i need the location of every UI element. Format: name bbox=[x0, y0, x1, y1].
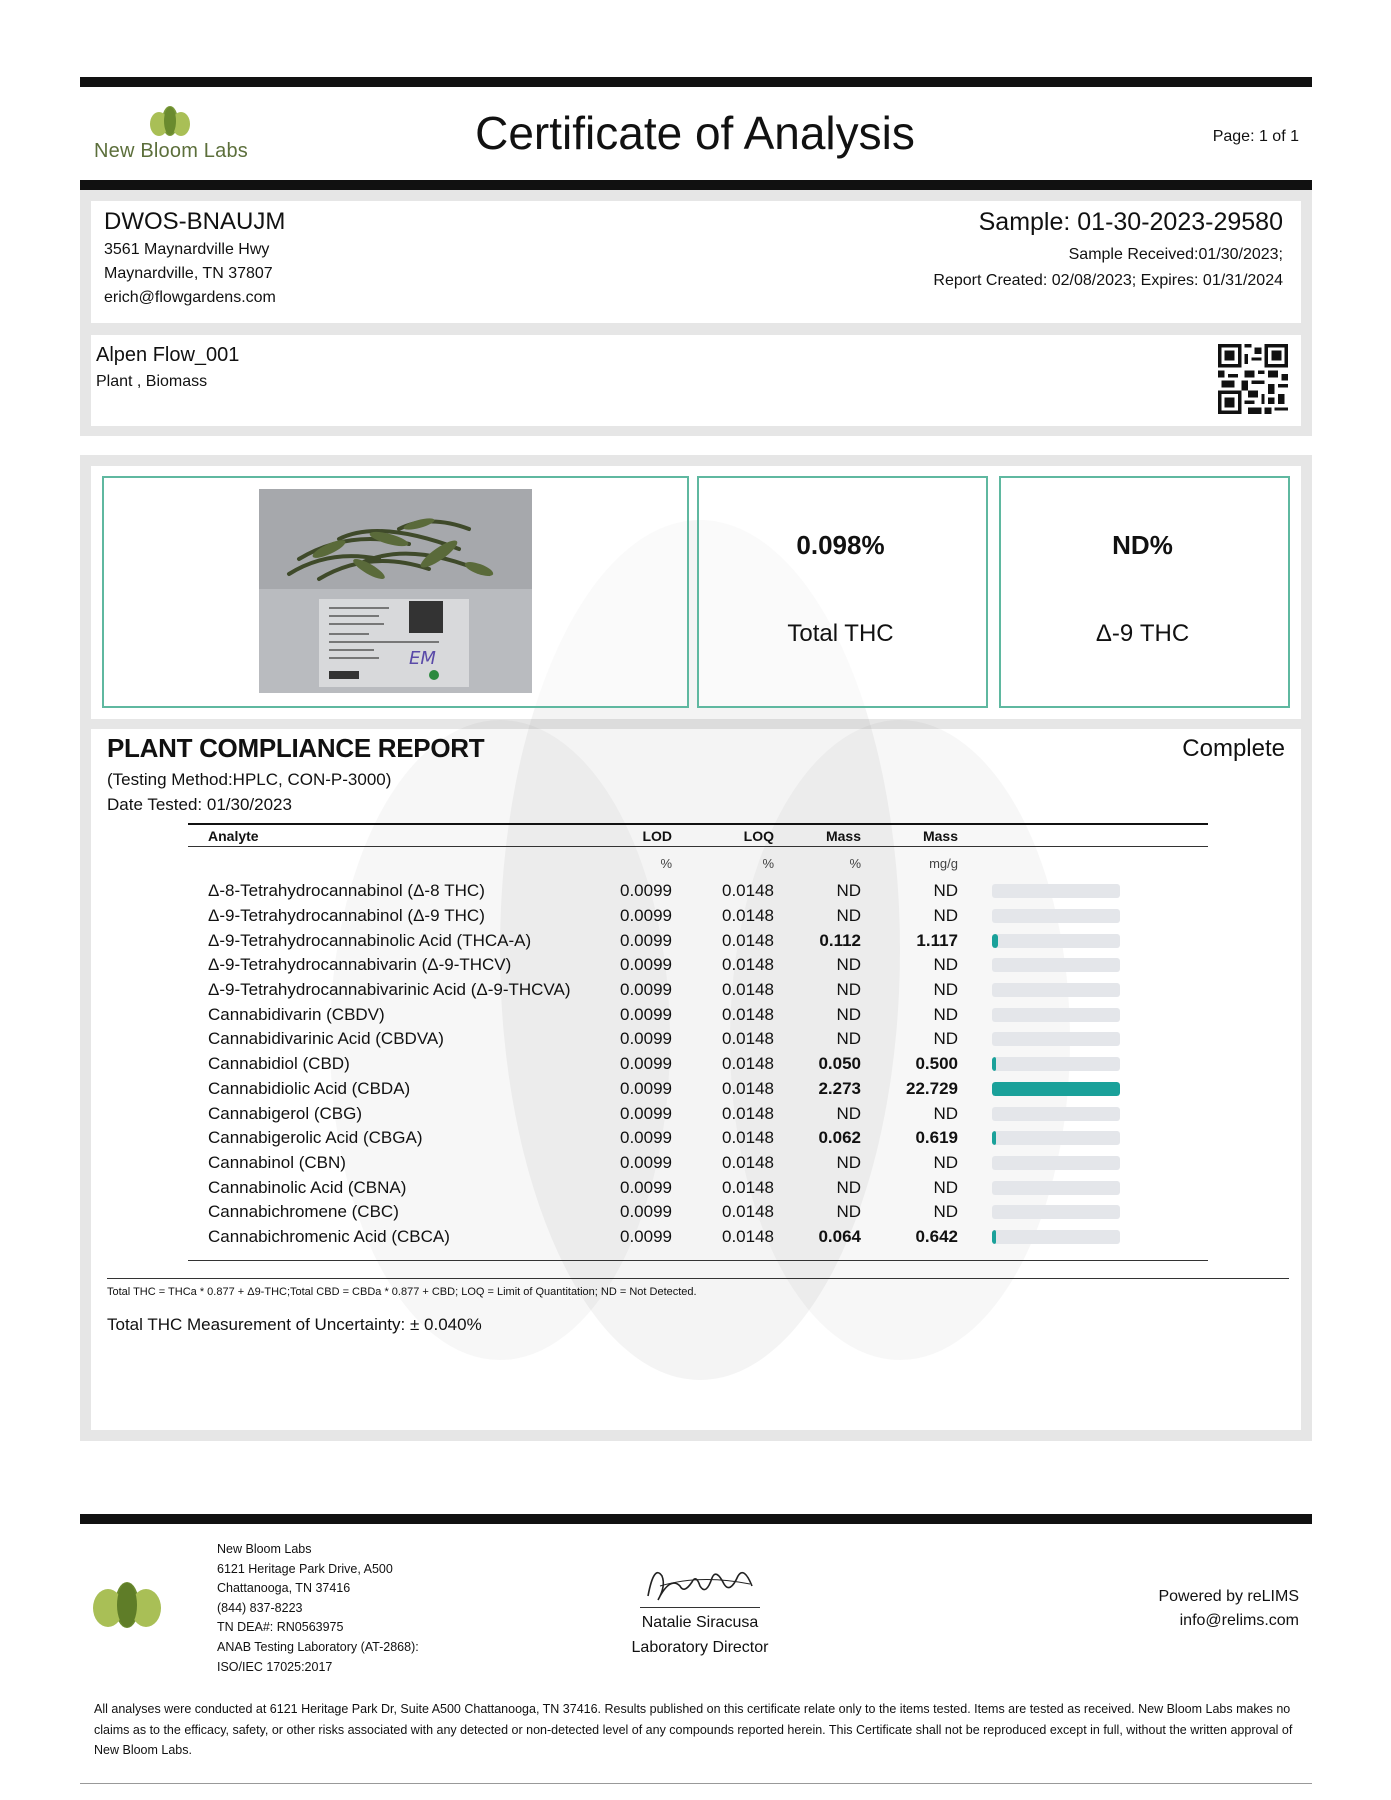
mass-mg-value: ND bbox=[933, 1029, 958, 1049]
lab-info-line: (844) 837-8223 bbox=[217, 1600, 303, 1615]
mass-pct-value: ND bbox=[836, 1103, 861, 1123]
uncertainty: Total THC Measurement of Uncertainty: ± 0.040% bbox=[107, 1315, 482, 1334]
sample-photo bbox=[259, 489, 532, 693]
level-bar bbox=[992, 1057, 1120, 1071]
table-row bbox=[188, 1002, 1208, 1027]
analyte-name: Δ-9-Tetrahydrocannabinolic Acid (THCA-A) bbox=[208, 930, 532, 950]
unit-lod: % bbox=[660, 855, 672, 871]
lab-info-line: ISO/IEC 17025:2017 bbox=[217, 1659, 333, 1674]
lod-value: 0.0099 bbox=[620, 930, 672, 950]
level-bar bbox=[992, 1131, 1120, 1145]
level-bar bbox=[992, 1156, 1120, 1170]
signature-icon bbox=[640, 1556, 760, 1608]
level-bar-cell bbox=[958, 1077, 1208, 1102]
col-mass-mg: Mass bbox=[861, 824, 958, 847]
analyte-name: Δ-9-Tetrahydrocannabivarinic Acid (Δ-9-THCVA) bbox=[208, 980, 571, 1000]
level-bar-cell bbox=[958, 1052, 1208, 1077]
table-row bbox=[188, 928, 1208, 953]
lod-value: 0.0099 bbox=[620, 1054, 672, 1074]
loq-value: 0.0148 bbox=[722, 906, 774, 926]
d9-thc-box bbox=[999, 476, 1290, 708]
col-bar bbox=[958, 824, 1208, 847]
table-row bbox=[188, 904, 1208, 929]
product-card bbox=[91, 335, 1301, 426]
product-name: Alpen Flow_001 bbox=[96, 344, 240, 366]
table-row bbox=[188, 1200, 1208, 1225]
customer-address-line1: 3561 Maynardville Hwy bbox=[104, 241, 270, 258]
powered-by: Powered by reLIMS bbox=[1158, 1588, 1299, 1605]
mass-mg-value: ND bbox=[933, 955, 958, 975]
level-bar-cell bbox=[958, 978, 1208, 1003]
document-title: Certificate of Analysis bbox=[475, 107, 915, 159]
bottom-rule bbox=[80, 1783, 1312, 1784]
lod-value: 0.0099 bbox=[620, 955, 672, 975]
mass-pct-value: ND bbox=[836, 906, 861, 926]
level-bar-cell bbox=[958, 904, 1208, 929]
table-row bbox=[188, 1027, 1208, 1052]
signature-line bbox=[640, 1607, 760, 1608]
level-bar bbox=[992, 1230, 1120, 1244]
sample-id: Sample: 01-30-2023-29580 bbox=[978, 208, 1283, 236]
level-bar-fill bbox=[992, 1230, 996, 1244]
lab-info-line: Chattanooga, TN 37416 bbox=[217, 1581, 351, 1596]
level-bar bbox=[992, 983, 1120, 997]
mass-mg-value: 22.729 bbox=[906, 1078, 958, 1098]
loq-value: 0.0148 bbox=[722, 1004, 774, 1024]
level-bar-cell bbox=[958, 1225, 1208, 1250]
loq-value: 0.0148 bbox=[722, 1054, 774, 1074]
total-thc-box bbox=[697, 476, 988, 708]
signer-name: Natalie Siracusa bbox=[641, 1614, 759, 1631]
lod-value: 0.0099 bbox=[620, 1202, 672, 1222]
analyte-name: Cannabichromene (CBC) bbox=[208, 1202, 399, 1222]
loq-value: 0.0148 bbox=[722, 1078, 774, 1098]
col-loq: LOQ bbox=[672, 824, 774, 847]
report-dates: Report Created: 02/08/2023; Expires: 01/31/2024 bbox=[933, 272, 1283, 289]
level-bar bbox=[992, 1205, 1120, 1219]
mass-pct-value: 0.062 bbox=[818, 1128, 861, 1148]
col-mass-pct: Mass bbox=[774, 824, 861, 847]
logo-text: New Bloom Labs bbox=[94, 140, 248, 162]
lab-info-line: New Bloom Labs bbox=[217, 1542, 312, 1556]
product-type: Plant , Biomass bbox=[96, 373, 208, 390]
level-bar-fill bbox=[992, 1131, 996, 1145]
lod-value: 0.0099 bbox=[620, 1152, 672, 1172]
level-bar-cell bbox=[958, 928, 1208, 953]
level-bar-cell bbox=[958, 879, 1208, 904]
mass-pct-value: ND bbox=[836, 980, 861, 1000]
mass-pct-value: ND bbox=[836, 1177, 861, 1197]
mass-pct-value: 0.050 bbox=[818, 1054, 861, 1074]
level-bar bbox=[992, 1107, 1120, 1121]
mass-mg-value: ND bbox=[933, 980, 958, 1000]
lod-value: 0.0099 bbox=[620, 1226, 672, 1246]
level-bar bbox=[992, 884, 1120, 898]
mass-mg-value: ND bbox=[933, 906, 958, 926]
signer-title: Laboratory Director bbox=[631, 1639, 769, 1656]
level-bar-cell bbox=[958, 1027, 1208, 1052]
mass-pct-value: 0.064 bbox=[818, 1226, 861, 1246]
lod-value: 0.0099 bbox=[620, 1177, 672, 1197]
table-row bbox=[188, 1225, 1208, 1250]
analyte-name: Δ-8-Tetrahydrocannabinol (Δ-8 THC) bbox=[208, 881, 485, 901]
level-bar-cell bbox=[958, 1151, 1208, 1176]
lab-info-line: TN DEA#: RN0563975 bbox=[217, 1620, 344, 1635]
logo-icon bbox=[148, 104, 192, 138]
table-row bbox=[188, 1101, 1208, 1126]
level-bar-cell bbox=[958, 1002, 1208, 1027]
col-lod: LOD bbox=[578, 824, 672, 847]
lod-value: 0.0099 bbox=[620, 1078, 672, 1098]
table-row bbox=[188, 1151, 1208, 1176]
lod-value: 0.0099 bbox=[620, 881, 672, 901]
lod-value: 0.0099 bbox=[620, 1004, 672, 1024]
testing-method: (Testing Method:HPLC, CON-P-3000) bbox=[107, 770, 392, 789]
level-bar-cell bbox=[958, 1101, 1208, 1126]
mass-pct-value: ND bbox=[836, 1202, 861, 1222]
mass-pct-value: ND bbox=[836, 1029, 861, 1049]
analyte-name: Cannabichromenic Acid (CBCA) bbox=[208, 1226, 450, 1246]
mass-pct-value: ND bbox=[836, 881, 861, 901]
lod-value: 0.0099 bbox=[620, 1128, 672, 1148]
loq-value: 0.0148 bbox=[722, 1128, 774, 1148]
date-tested: Date Tested: 01/30/2023 bbox=[107, 795, 292, 814]
analyte-name: Δ-9-Tetrahydrocannabinol (Δ-9 THC) bbox=[208, 906, 485, 926]
table-row bbox=[188, 1077, 1208, 1102]
level-bar-cell bbox=[958, 953, 1208, 978]
loq-value: 0.0148 bbox=[722, 1152, 774, 1172]
mass-mg-value: 1.117 bbox=[916, 930, 958, 950]
unit-mass-pct: % bbox=[849, 855, 861, 871]
level-bar bbox=[992, 1008, 1120, 1022]
col-analyte: Analyte bbox=[188, 824, 578, 847]
header-rule bbox=[80, 180, 1312, 190]
d9-thc-value: ND% bbox=[1112, 530, 1173, 560]
table-row bbox=[188, 1175, 1208, 1200]
analyte-name: Cannabidiol (CBD) bbox=[208, 1054, 350, 1074]
top-rule bbox=[80, 77, 1312, 87]
mass-pct-value: 0.112 bbox=[819, 930, 861, 950]
mass-mg-value: ND bbox=[933, 1152, 958, 1172]
level-bar-cell bbox=[958, 1175, 1208, 1200]
unit-loq: % bbox=[762, 855, 774, 871]
analyte-name: Δ-9-Tetrahydrocannabivarin (Δ-9-THCV) bbox=[208, 955, 512, 975]
analyte-table bbox=[188, 823, 1208, 1249]
level-bar bbox=[992, 958, 1120, 972]
photo-initials: EM bbox=[409, 648, 436, 669]
lab-info-line: 6121 Heritage Park Drive, A500 bbox=[217, 1561, 393, 1576]
footer-rule bbox=[80, 1514, 1312, 1524]
loq-value: 0.0148 bbox=[722, 955, 774, 975]
unit-mass-mg: mg/g bbox=[929, 855, 958, 871]
lab-info-line: ANAB Testing Laboratory (AT-2868): bbox=[217, 1640, 419, 1654]
units-row bbox=[188, 847, 1208, 880]
loq-value: 0.0148 bbox=[722, 930, 774, 950]
loq-value: 0.0148 bbox=[722, 881, 774, 901]
level-bar-cell bbox=[958, 1200, 1208, 1225]
level-bar bbox=[992, 1181, 1120, 1195]
table-row bbox=[188, 1126, 1208, 1151]
customer-address-line2: Maynardville, TN 37807 bbox=[104, 265, 273, 282]
total-thc-value: 0.098% bbox=[796, 530, 885, 560]
mass-pct-value: ND bbox=[836, 1152, 861, 1172]
loq-value: 0.0148 bbox=[722, 1226, 774, 1246]
lod-value: 0.0099 bbox=[620, 1103, 672, 1123]
loq-value: 0.0148 bbox=[722, 1029, 774, 1049]
analyte-name: Cannabinol (CBN) bbox=[208, 1152, 346, 1172]
analyte-name: Cannabidivarinic Acid (CBDVA) bbox=[208, 1029, 444, 1049]
loq-value: 0.0148 bbox=[722, 1202, 774, 1222]
qr-code-icon bbox=[1218, 344, 1288, 414]
level-bar-cell bbox=[958, 1126, 1208, 1151]
table-row bbox=[188, 1052, 1208, 1077]
page-number: Page: 1 of 1 bbox=[1212, 128, 1299, 145]
powered-email[interactable]: info@relims.com bbox=[1179, 1612, 1299, 1629]
table-header bbox=[188, 824, 1208, 847]
analyte-name: Cannabigerol (CBG) bbox=[208, 1103, 363, 1123]
total-thc-label: Total THC bbox=[787, 620, 894, 647]
lod-value: 0.0099 bbox=[620, 980, 672, 1000]
mass-mg-value: ND bbox=[933, 881, 958, 901]
mass-pct-value: 2.273 bbox=[818, 1078, 861, 1098]
disclaimer: All analyses were conducted at 6121 Heritage Park Dr, Suite A500 Chattanooga, TN 37416. Results published on this certificate relate only to the items tested. Items are tested as received. New Bloom Labs makes no claims as to the efficacy, safety, or other risks associated with any detected or non-detected level of any compounds reported herein. This Certificate shall not be reproduced except in full, without the written approval of New Bloom Labs. bbox=[94, 1702, 1293, 1757]
mass-mg-value: 0.619 bbox=[915, 1128, 958, 1148]
table-row bbox=[188, 879, 1208, 904]
report-status: Complete bbox=[1182, 735, 1285, 762]
analyte-name: Cannabigerolic Acid (CBGA) bbox=[208, 1128, 423, 1148]
mass-mg-value: ND bbox=[933, 1004, 958, 1024]
loq-value: 0.0148 bbox=[722, 980, 774, 1000]
loq-value: 0.0148 bbox=[722, 1177, 774, 1197]
mass-mg-value: ND bbox=[933, 1103, 958, 1123]
level-bar-fill bbox=[992, 934, 998, 948]
level-bar bbox=[992, 1032, 1120, 1046]
customer-id: DWOS-BNAUJM bbox=[104, 208, 286, 235]
lod-value: 0.0099 bbox=[620, 1029, 672, 1049]
level-bar bbox=[992, 1082, 1120, 1096]
sample-received: Sample Received:01/30/2023; bbox=[1068, 246, 1283, 263]
level-bar bbox=[992, 909, 1120, 923]
level-bar bbox=[992, 934, 1120, 948]
loq-value: 0.0148 bbox=[722, 1103, 774, 1123]
lab-logo-icon bbox=[92, 1580, 162, 1630]
mass-pct-value: ND bbox=[836, 955, 861, 975]
footnote-rule bbox=[107, 1278, 1289, 1279]
level-bar-fill bbox=[992, 1082, 1120, 1096]
mass-pct-value: ND bbox=[836, 1004, 861, 1024]
table-bottom-rule bbox=[188, 1260, 1208, 1261]
d9-thc-label: Δ-9 THC bbox=[1095, 620, 1190, 647]
analyte-name: Cannabidiolic Acid (CBDA) bbox=[208, 1078, 411, 1098]
lod-value: 0.0099 bbox=[620, 906, 672, 926]
mass-mg-value: ND bbox=[933, 1177, 958, 1197]
customer-email: erich@flowgardens.com bbox=[104, 289, 276, 306]
table-row bbox=[188, 978, 1208, 1003]
mass-mg-value: 0.642 bbox=[915, 1226, 958, 1246]
mass-mg-value: 0.500 bbox=[915, 1054, 958, 1074]
analyte-name: Cannabidivarin (CBDV) bbox=[208, 1004, 385, 1024]
analyte-name: Cannabinolic Acid (CBNA) bbox=[208, 1177, 407, 1197]
report-title: PLANT COMPLIANCE REPORT bbox=[107, 733, 485, 763]
footnote: Total THC = THCa * 0.877 + Δ9-THC;Total CBD = CBDa * 0.877 + CBD; LOQ = Limit of Quantitation; ND = Not Detected. bbox=[107, 1286, 697, 1298]
level-bar-fill bbox=[992, 1057, 996, 1071]
table-row bbox=[188, 953, 1208, 978]
mass-mg-value: ND bbox=[933, 1202, 958, 1222]
